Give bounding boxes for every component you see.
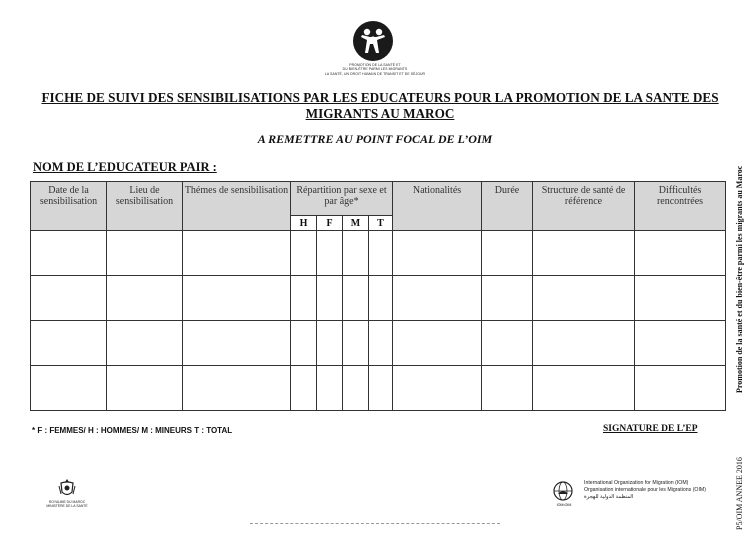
sub-header-m: M [343,216,369,231]
table-cell[interactable] [635,366,726,411]
tracking-table [30,181,726,411]
table-cell[interactable] [31,276,107,321]
table-cell[interactable] [317,231,343,276]
header-health-structure: Structure de santé de référence [533,182,635,231]
sub-header-t: T [369,216,393,231]
table-cell[interactable] [183,366,291,411]
gender-legend: * F : FEMMES/ H : HOMMES/ M : MINEURS T : TOTAL [32,426,233,435]
iom-caption: IOM•OIM [556,503,572,507]
table-cell[interactable] [393,321,482,366]
table-cell[interactable] [482,321,533,366]
table-cell[interactable] [369,276,393,321]
table-cell[interactable] [107,321,183,366]
table-cell[interactable] [31,321,107,366]
header-duration: Durée [482,182,533,231]
table-cell[interactable] [31,231,107,276]
header-nationalities: Nationalités [393,182,482,231]
morocco-emblem-icon [58,478,76,498]
ma-caption-line: ROYAUME DU MAROC [48,500,86,504]
table-body [31,231,726,411]
table-cell[interactable] [635,276,726,321]
table-cell[interactable] [183,276,291,321]
table-cell[interactable] [291,366,317,411]
logo-caption [300,63,450,76]
table-cell[interactable] [107,366,183,411]
ma-caption-line: MINISTÈRE DE LA SANTÉ [46,504,88,509]
iom-name-fr: Organisation internationale pour les Migrations (OIM) [584,487,706,493]
table-cell[interactable] [482,366,533,411]
logo-caption-line: DU BIEN-ÊTRE PARMI LES MIGRANTS [342,67,408,72]
table-cell[interactable] [107,276,183,321]
header-themes: Thémes de sensibilisation [183,182,291,231]
table-cell[interactable] [291,276,317,321]
header-breakdown: Répartition par sexe et par âge* [291,182,393,216]
table-row [31,366,726,411]
side-program-text: Promotion de la santé et du bien-être parmi les migrants au Maroc [735,165,744,394]
table-cell[interactable] [533,231,635,276]
morocco-caption [32,500,102,508]
iom-globe-icon [551,480,575,502]
document-title: FICHE DE SUIVI DES SENSIBILISATIONS PAR LES EDUCATEURS POUR LA PROMOTION DE LA SANTE DES MIGRANTS AU MAROC [41,90,719,121]
table-row [31,276,726,321]
table-cell[interactable] [317,321,343,366]
iom-names [584,480,706,501]
side-reference: P5/OIM ANNEE 2016 [735,457,744,530]
educator-name-label: NOM DE L’EDUCATEUR PAIR : [33,160,217,174]
logo-caption-line: LA SANTÉ, UN DROIT HUMAIN DE TRANSIT ET DE SÉJOUR [324,71,426,76]
sub-header-h: H [291,216,317,231]
table-row [31,321,726,366]
table-cell[interactable] [343,321,369,366]
table-cell[interactable] [183,231,291,276]
table-cell[interactable] [107,231,183,276]
table-cell[interactable] [635,321,726,366]
table-cell[interactable] [343,276,369,321]
table-cell[interactable] [393,276,482,321]
document-subtitle: A REMETTRE AU POINT FOCAL DE L’OIM [257,132,493,146]
logo-caption-line: PROMOTION DE LA SANTÉ ET [349,63,401,67]
header-difficulties: Difficultés rencontrées [635,182,726,231]
table-cell[interactable] [369,231,393,276]
table-cell[interactable] [369,321,393,366]
header-place: Lieu de sensibilisation [107,182,183,231]
table-cell[interactable] [635,231,726,276]
table-cell[interactable] [533,321,635,366]
table-cell[interactable] [393,366,482,411]
table-cell[interactable] [343,366,369,411]
table-cell[interactable] [291,321,317,366]
table-cell[interactable] [317,276,343,321]
table-cell[interactable] [317,366,343,411]
table-cell[interactable] [482,231,533,276]
signature-label: SIGNATURE DE L’EP [603,424,698,434]
iom-name-en: International Organization for Migration (IOM) [584,480,689,486]
scan-artifact-line [250,523,500,524]
table-cell[interactable] [291,231,317,276]
header-date: Date de la sensibilisation [31,182,107,231]
table-cell[interactable] [533,276,635,321]
table-cell[interactable] [183,321,291,366]
table-cell[interactable] [482,276,533,321]
table-cell[interactable] [31,366,107,411]
health-program-logo [352,20,394,62]
table-row [31,231,726,276]
table-cell[interactable] [533,366,635,411]
sub-header-f: F [317,216,343,231]
iom-name-ar: المنظمة الدولية للهجرة [584,494,634,500]
table-cell[interactable] [343,231,369,276]
table-cell[interactable] [369,366,393,411]
table-cell[interactable] [393,231,482,276]
